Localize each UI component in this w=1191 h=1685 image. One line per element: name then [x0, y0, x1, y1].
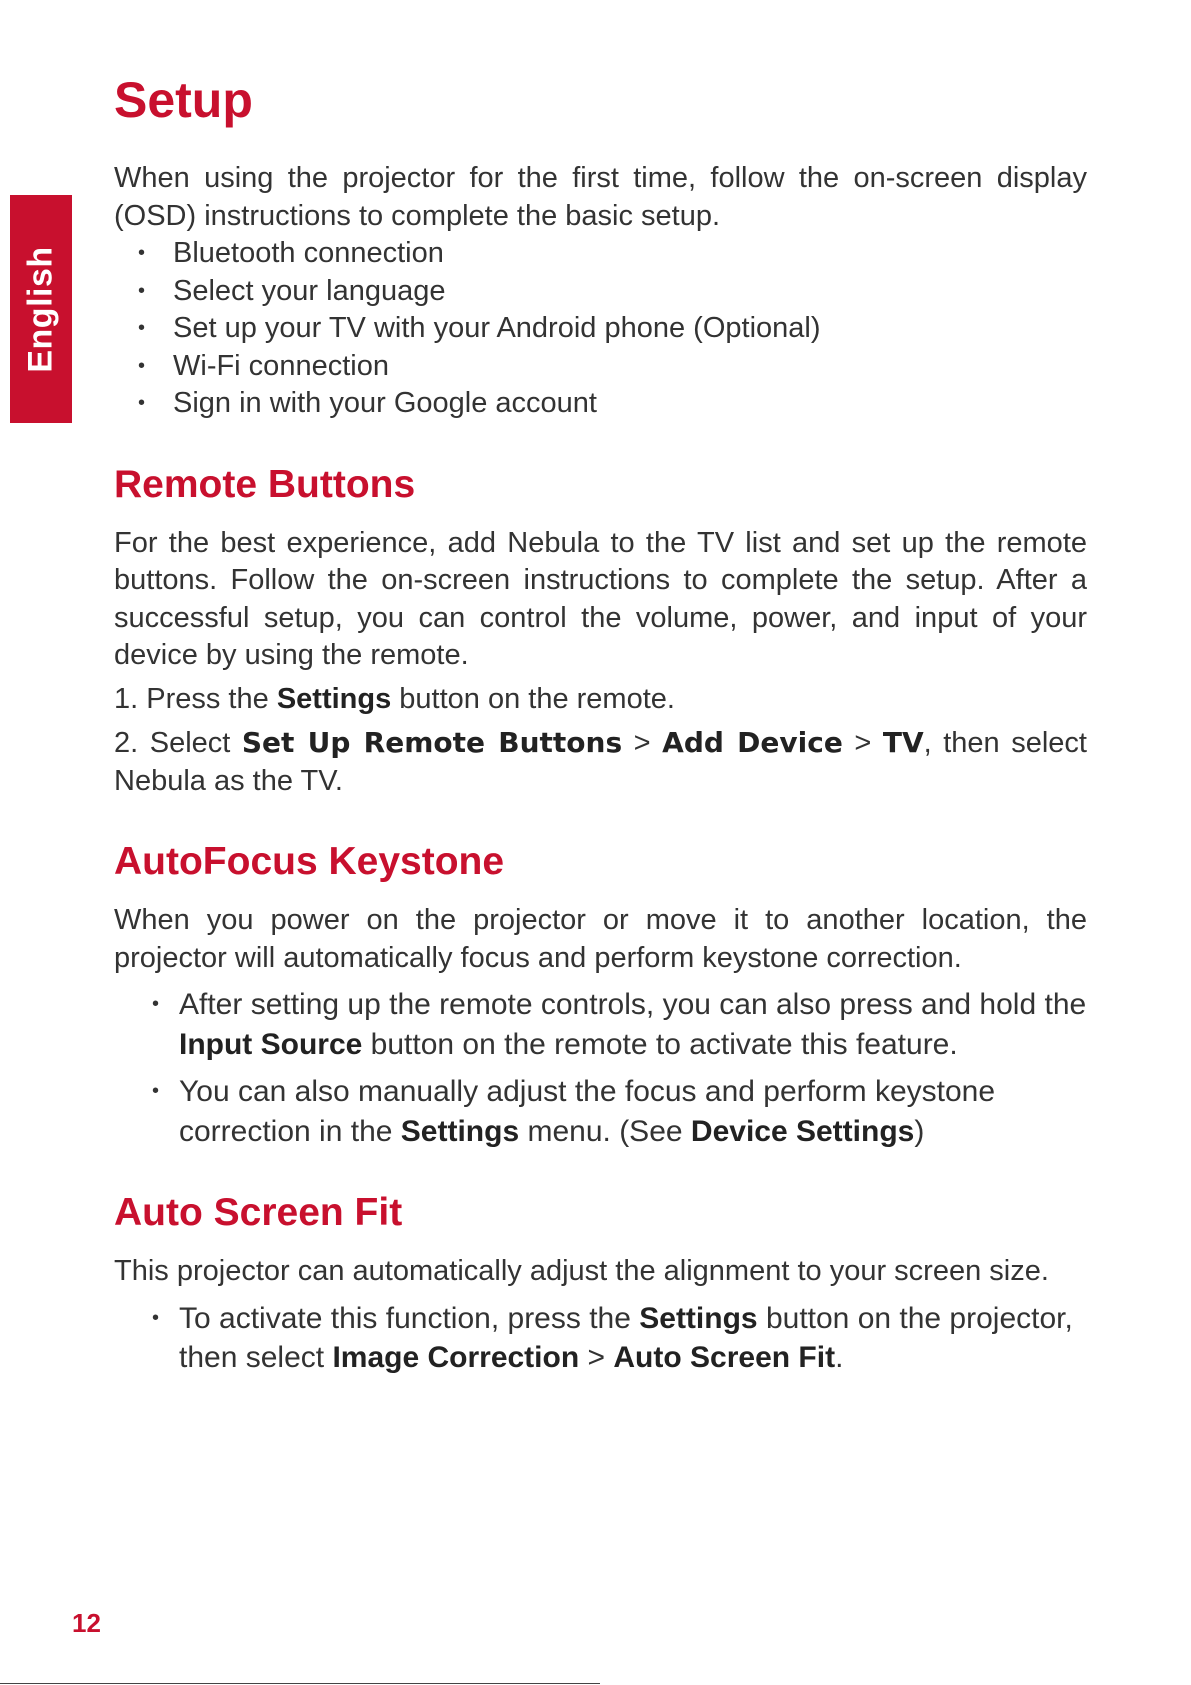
- step-2-prefix: 2. Select: [114, 727, 242, 759]
- list-item: • Bluetooth connection: [114, 235, 1087, 273]
- autofit-section: [114, 1189, 1087, 1378]
- auto-screen-fit-term: Auto Screen Fit: [613, 1341, 836, 1374]
- remote-intro: For the best experience, add Nebula to the TV list and set up the remote buttons. Follow the on-screen instructions to complete the setup. After a successful setup, you can control the volume, power, and input of your device by using the remote.: [114, 526, 1087, 671]
- step-1-suffix: button on the remote.: [391, 682, 675, 715]
- list-item: [114, 1299, 1087, 1378]
- setup-heading: Setup: [114, 72, 253, 128]
- add-device-term: Add Device: [662, 726, 843, 759]
- text: menu. (See: [519, 1114, 691, 1148]
- setup-section: [114, 70, 1087, 423]
- input-source-term: Input Source: [179, 1027, 363, 1061]
- autofit-intro: This projector can automatically adjust the alignment to your screen size.: [114, 1255, 1049, 1287]
- autofit-heading: Auto Screen Fit: [114, 1191, 403, 1234]
- list-item: [114, 985, 1087, 1064]
- separator: >: [622, 727, 663, 759]
- settings-term: Settings: [639, 1301, 758, 1335]
- settings-term: Settings: [276, 682, 392, 715]
- autofit-list: [114, 1299, 1087, 1378]
- step-2-mid: , then select: [923, 727, 1087, 759]
- list-item: • Wi-Fi connection: [114, 348, 1087, 386]
- tv-term: TV: [882, 726, 924, 759]
- settings-term: Settings: [400, 1114, 520, 1148]
- page-number: 12: [72, 1608, 101, 1638]
- autofocus-intro: When you power on the projector or move it to another location, the projector will automatically focus and perform keystone correction.: [114, 904, 1087, 974]
- page-content: [114, 70, 1087, 1386]
- language-tab: [10, 195, 72, 423]
- text: ): [914, 1114, 925, 1148]
- text: button on the remote to activate this feature.: [362, 1027, 958, 1061]
- step-2-end: Nebula as the TV.: [114, 764, 343, 797]
- text: After setting up the remote controls, you can also press and hold the: [179, 988, 1087, 1021]
- text: .: [835, 1341, 844, 1374]
- autofocus-list: [114, 985, 1087, 1151]
- list-item: • Sign in with your Google account: [114, 385, 1087, 423]
- image-correction-term: Image Correction: [332, 1341, 580, 1374]
- device-settings-term: Device Settings: [690, 1114, 915, 1148]
- separator: >: [579, 1341, 614, 1374]
- list-item: [114, 1072, 1087, 1151]
- set-up-remote-buttons-term: Set Up Remote Buttons: [241, 726, 623, 759]
- remote-section: [114, 461, 1087, 801]
- step-2-line-1: [114, 724, 1087, 763]
- list-item: • Set up your TV with your Android phone (Optional): [114, 310, 1087, 348]
- step-1: [114, 681, 1087, 719]
- autofocus-heading: AutoFocus Keystone: [114, 840, 505, 883]
- separator: >: [842, 727, 883, 759]
- autofocus-section: [114, 838, 1087, 1151]
- text: To activate this function, press the: [179, 1301, 640, 1335]
- text: button on the projector, then select: [179, 1301, 1073, 1374]
- setup-list: [114, 235, 1087, 423]
- language-tab-label: English: [21, 245, 60, 373]
- list-item: • Select your language: [114, 273, 1087, 311]
- step-2: [114, 724, 1087, 800]
- setup-intro: When using the projector for the first time, follow the on-screen display (OSD) instructions to complete the basic setup.: [114, 162, 1087, 232]
- text: You can also manually adjust the focus and perform keystone correction in the: [179, 1075, 996, 1148]
- step-1-prefix: 1. Press the: [114, 682, 277, 715]
- remote-heading: Remote Buttons: [114, 462, 416, 506]
- bottom-rule: [0, 1683, 600, 1684]
